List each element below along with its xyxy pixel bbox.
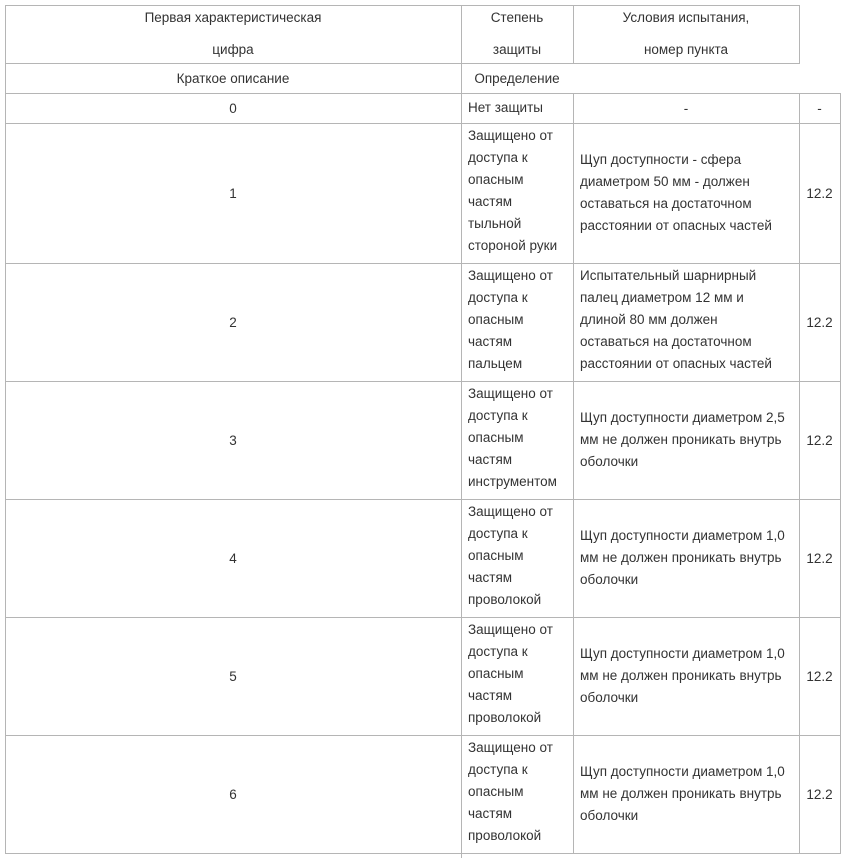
description-line: пальцем [468,356,523,371]
description-line: Защищено от [468,740,553,755]
header-protection-degree [461,2,573,62]
description-line: инструментом [468,474,557,489]
condition-line: Щуп доступности диаметром 2,5 [580,410,785,425]
row-clause-number: 12.2 [806,432,833,448]
condition-line: палец диаметром 12 мм и [580,290,744,305]
description-line: доступа к [468,762,528,777]
description-line: частям [468,570,513,585]
description-line: частям [468,688,513,703]
row-clause-number: 12.2 [806,668,833,684]
condition-line: оболочки [580,572,639,587]
row-protection-description [461,501,573,611]
row-test-conditions [573,407,799,473]
condition-line: диаметром 50 мм - должен [580,174,750,189]
row-protection-description [461,125,573,257]
description-line: опасным [468,784,524,799]
description-line: доступа к [468,644,528,659]
row-digit: 0 [229,100,237,116]
header-test-conditions [573,2,799,62]
header-first-digit-line1: Первая характеристическая [144,10,322,25]
row-clause-number: 12.2 [806,314,833,330]
header-short-description: Краткое описание [176,70,290,86]
description-line: опасным [468,548,524,563]
row-clause-number: 12.2 [806,550,833,566]
description-line: опасным [468,312,524,327]
row-protection-description [461,97,573,119]
description-line: частям [468,194,513,209]
description-line: опасным [468,172,524,187]
description-line: Нет защиты [468,100,543,115]
row-test-conditions: - [683,100,689,116]
description-line: частям [468,452,513,467]
header-test-conditions-line2: номер пункта [643,42,729,57]
description-line: опасным [468,666,524,681]
row-test-conditions [573,525,799,591]
header-test-conditions-line1: Условия испытания, [622,10,750,25]
condition-line: мм не должен проникать внутрь [580,786,782,801]
description-line: доступа к [468,290,528,305]
condition-line: расстоянии от опасных частей [580,356,772,371]
description-line: стороной руки [468,238,558,253]
row-digit: 4 [229,550,237,566]
row-clause-number: 12.2 [806,786,833,802]
row-protection-description [461,737,573,847]
condition-line: оболочки [580,690,639,705]
condition-line: длиной 80 мм должен [580,312,718,327]
header-first-digit-line2: цифра [212,42,254,57]
description-line: частям [468,334,513,349]
description-line: Защищено от [468,128,553,143]
condition-line: оболочки [580,454,639,469]
condition-line: Щуп доступности диаметром 1,0 [580,528,785,543]
row-digit: 3 [229,432,237,448]
row-digit: 2 [229,314,237,330]
condition-line: оставаться на достаточном [580,196,752,211]
description-line: проволокой [468,710,542,725]
description-line: частям [468,806,513,821]
header-protection-degree-line2: защиты [492,42,542,57]
condition-line: мм не должен проникать внутрь [580,432,782,447]
row-digit: 5 [229,668,237,684]
condition-line: оставаться на достаточном [580,334,752,349]
condition-line: оболочки [580,808,639,823]
header-first-digit [5,2,461,62]
row-protection-description [461,619,573,729]
description-line: тыльной [468,216,522,231]
description-line: Защищено от [468,386,553,401]
condition-line: Щуп доступности диаметром 1,0 [580,646,785,661]
row-clause-number: 12.2 [806,185,833,201]
row-test-conditions [573,265,799,375]
description-line: проволокой [468,828,542,843]
condition-line: Испытательный шарнирный [580,268,757,283]
row-test-conditions [573,149,799,237]
description-line: Защищено от [468,622,553,637]
condition-line: расстоянии от опасных частей [580,218,772,233]
description-line: доступа к [468,526,528,541]
description-line: проволокой [468,592,542,607]
condition-line: мм не должен проникать внутрь [580,550,782,565]
row-protection-description [461,383,573,493]
description-line: доступа к [468,408,528,423]
condition-line: мм не должен проникать внутрь [580,668,782,683]
description-line: Защищено от [468,268,553,283]
row-digit: 6 [229,786,237,802]
row-test-conditions [573,761,799,827]
condition-line: Щуп доступности диаметром 1,0 [580,764,785,779]
description-line: Защищено от [468,504,553,519]
row-clause-number: - [817,100,822,116]
description-line: доступа к [468,150,528,165]
row-digit: 1 [229,185,237,201]
description-line: опасным [468,430,524,445]
row-test-conditions [573,643,799,709]
condition-line: Щуп доступности - сфера [580,152,742,167]
header-protection-degree-line1: Степень [490,10,544,25]
header-definition: Определение [474,70,560,86]
row-protection-description [461,265,573,375]
